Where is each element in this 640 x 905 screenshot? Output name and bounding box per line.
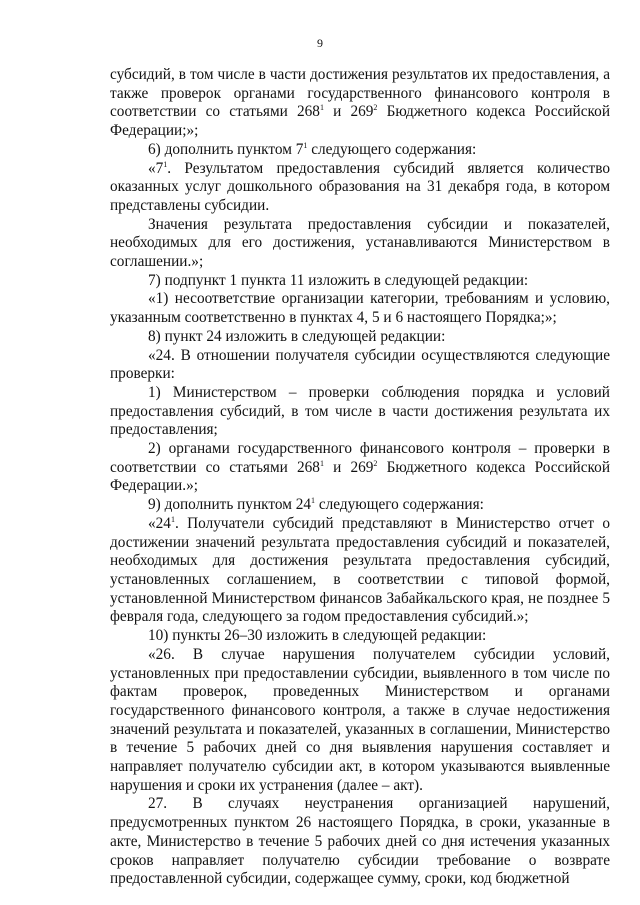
superscript: 1: [319, 103, 324, 113]
superscript: 1: [163, 159, 168, 169]
page-number: 9: [317, 36, 323, 50]
text-run: 1) Министерством – проверки соблюдения порядка и условий предоставления субсидий, в том числе в части достижения результата их предоставления;: [110, 383, 610, 439]
paragraph: [110, 272, 610, 291]
text-run: 6) дополнить пунктом 7: [148, 140, 304, 158]
text-run: 27. В случаях неустранения организацией нарушений, предусмотренных пунктом 26 настоящего Порядка, в сроки, указанные в акте, Министерство в течение 5 рабочих дней со дня истечения указанных сроков направляет получателю субсидии требование о возврате предоставленной субсидии, содержащее сумму, сроки, код бюджетной: [110, 795, 610, 888]
paragraph: [110, 290, 610, 327]
document-body: [110, 66, 610, 889]
superscript: 1: [170, 514, 175, 524]
text-run: «7: [148, 159, 164, 177]
paragraph: [110, 216, 610, 272]
paragraph: [110, 141, 610, 160]
text-run: и 269: [323, 458, 374, 476]
paragraph: [110, 515, 610, 627]
paragraph: [110, 347, 610, 384]
text-run: «24. В отношении получателя субсидии осуществляются следующие проверки:: [110, 346, 610, 383]
text-run: . Получатели субсидий представляют в Министерство отчет о достижении значений результата предоставления субсидий и показателей, необходимых для достижения результата предоставления субсидий, установленных соглашением, в соответствии с типовой формой, установленной Министерством финансов Забайкальского края, не позднее 5 февраля года, следующего за годом предоставления субсидий.»;: [110, 514, 610, 626]
superscript: 1: [311, 496, 316, 506]
text-run: Бюджетного кодекса Российской Федерации;»;: [110, 103, 610, 140]
text-run: 8) пункт 24 изложить в следующей редакции:: [148, 327, 446, 345]
text-run: . Результатом предоставления субсидий является количество оказанных услуг дошкольного образования на 31 декабря года, в котором представлены субсидии.: [110, 159, 610, 214]
text-run: следующего содержания:: [315, 496, 484, 514]
text-run: 7) подпункт 1 пункта 11 изложить в следующей редакции:: [148, 271, 529, 289]
paragraph: [110, 384, 610, 440]
paragraph: [110, 646, 610, 796]
text-run: «26. В случае нарушения получателем субсидии условий, установленных при предоставлении субсидии, выявленного в том числе по фактам проверок, проведенных Министерством и органами государственного финансового контроля, а также в случае недостижения значений результата и показателей, указанных в соглашении, Министерство в течение 5 рабочих дней со дня выявления нарушения составляет и направляет получателю субсидии акт, в котором указываются выявленные нарушения и сроки их устранения (далее – акт).: [110, 645, 610, 794]
text-run: Значения результата предоставления субсидии и показателей, необходимых для его достижения, устанавливаются Министерством в соглашении.»;: [110, 215, 610, 271]
superscript: 2: [373, 103, 378, 113]
text-run: субсидий, в том числе в части достижения результатов их предоставления, а также проверок органами государственного финансового контроля в соответствии со статьями 268: [110, 66, 610, 121]
paragraph: [110, 66, 610, 141]
superscript: 1: [319, 458, 324, 468]
paragraph: [110, 440, 610, 496]
text-run: и 269: [323, 103, 374, 121]
paragraph: [110, 328, 610, 347]
text-run: следующего содержания:: [307, 140, 477, 158]
paragraph: [110, 795, 610, 889]
paragraph: [110, 496, 610, 515]
text-run: 2) органами государственного финансового контроля – проверки в соответствии со статьями 268: [110, 440, 610, 476]
text-run: «24: [148, 514, 171, 532]
superscript: 1: [303, 140, 308, 150]
paragraph: [110, 160, 610, 216]
text-run: 9) дополнить пунктом 24: [148, 496, 312, 514]
paragraph: [110, 627, 610, 646]
superscript: 2: [373, 458, 378, 468]
text-run: «1) несоответствие организации категории, требованиям и условию, указанным соответственно в пунктах 4, 5 и 6 настоящего Порядка;»;: [110, 290, 610, 327]
text-run: Бюджетного кодекса Российской Федерации.»;: [110, 458, 610, 495]
text-run: 10) пункты 26–30 изложить в следующей редакции:: [148, 627, 487, 645]
